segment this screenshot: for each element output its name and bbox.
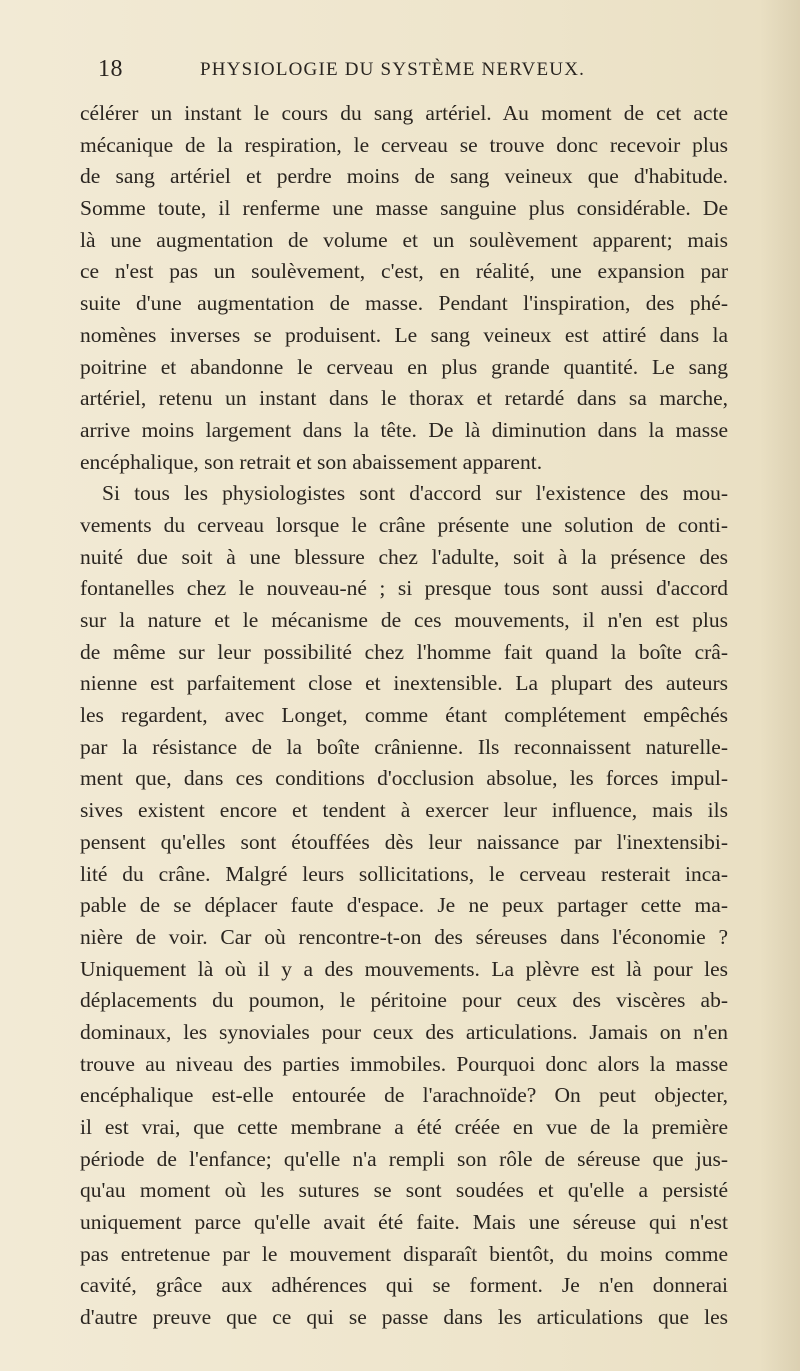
text-line: déplacements du poumon, le péritoine pour ceux des viscères ab- [80, 988, 728, 1013]
page-number: 18 [98, 56, 123, 82]
text-line: nienne est parfaitement close et inextensible. La plupart des auteurs [80, 671, 728, 696]
text-line: nomènes inverses se produisent. Le sang veineux est attiré dans la [80, 322, 728, 347]
text-line: vements du cerveau lorsque le crâne présente une solution de conti- [80, 512, 728, 537]
text-line: sur la nature et le mécanisme de ces mouvements, il n'en est plus [80, 608, 728, 632]
text-line: dominaux, les synoviales pour ceux des articulations. Jamais on n'en [80, 1019, 728, 1044]
text-line: nuité due soit à une blessure chez l'adulte, soit à la présence des [80, 544, 728, 569]
text-line: d'autre preuve que ce qui se passe dans les articulations que les [80, 1305, 728, 1330]
text-line: uniquement parce qu'elle avait été faite. Mais une séreuse qui n'est [80, 1210, 728, 1235]
text-line: lité du crâne. Malgré leurs sollicitations, le cerveau resterait inca- [80, 861, 728, 886]
text-line: période de l'enfance; qu'elle n'a rempli son rôle de séreuse que jus- [80, 1146, 728, 1171]
text-line: de même sur leur possibilité chez l'homme fait quand la boîte crâ- [80, 639, 728, 664]
text-line: trouve au niveau des parties immobiles. Pourquoi donc alors la masse [80, 1051, 728, 1076]
text-line: il est vrai, que cette membrane a été créée en vue de la première [80, 1115, 728, 1139]
text-line: encéphalique est-elle entourée de l'arachnoïde? On peut objecter, [80, 1083, 728, 1108]
text-line: Somme toute, il renferme une masse sanguine plus considérable. De [80, 196, 728, 221]
text-line: de sang artériel et perdre moins de sang veineux que d'habitude. [80, 164, 728, 189]
text-line: pensent qu'elles sont étouffées dès leur naissance par l'inextensibi- [80, 829, 728, 854]
paragraph-start-line: Si tous les physiologistes sont d'accord sur l'existence des mou- [102, 481, 728, 506]
text-line: célérer un instant le cours du sang artériel. Au moment de cet acte [80, 101, 728, 125]
text-line: arrive moins largement dans la tête. De là diminution dans la masse [80, 417, 728, 442]
text-line: par la résistance de la boîte crânienne. Ils reconnaissent naturelle- [80, 734, 728, 759]
body-text [80, 98, 728, 1334]
text-line: sives existent encore et tendent à exercer leur influence, mais ils [80, 798, 728, 823]
text-line: les regardent, avec Longet, comme étant complétement empêchés [80, 703, 728, 728]
text-line: pas entretenue par le mouvement disparaît bientôt, du moins comme [80, 1241, 728, 1266]
text-line: suite d'une augmentation de masse. Pendant l'inspiration, des phé- [80, 291, 728, 316]
text-line: poitrine et abandonne le cerveau en plus grande quantité. Le sang [80, 354, 728, 379]
running-title: PHYSIOLOGIE DU SYSTÈME NERVEUX. [200, 59, 586, 80]
text-line: pable de se déplacer faute d'espace. Je ne peux partager cette ma- [80, 893, 728, 918]
text-line: Uniquement là où il y a des mouvements. La plèvre est là pour les [80, 956, 728, 981]
text-line: ment que, dans ces conditions d'occlusion absolue, les forces impul- [80, 766, 728, 791]
text-line: artériel, retenu un instant dans le thorax et retardé dans sa marche, [80, 386, 728, 411]
text-line: là une augmentation de volume et un soulèvement apparent; mais [80, 227, 728, 252]
text-line: nière de voir. Car où rencontre-t-on des séreuses dans l'économie ? [80, 924, 728, 949]
paragraph-end-line: encéphalique, son retrait et son abaissement apparent. [80, 449, 543, 474]
text-line: fontanelles chez le nouveau-né ; si presque tous sont aussi d'accord [80, 576, 728, 601]
text-line: mécanique de la respiration, le cerveau se trouve donc recevoir plus [80, 132, 728, 157]
text-line: cavité, grâce aux adhérences qui se forment. Je n'en donnerai [80, 1273, 728, 1298]
text-line: qu'au moment où les sutures se sont soudées et qu'elle a persisté [80, 1178, 728, 1203]
text-line: ce n'est pas un soulèvement, c'est, en réalité, une expansion par [80, 259, 728, 284]
running-head [0, 56, 800, 86]
